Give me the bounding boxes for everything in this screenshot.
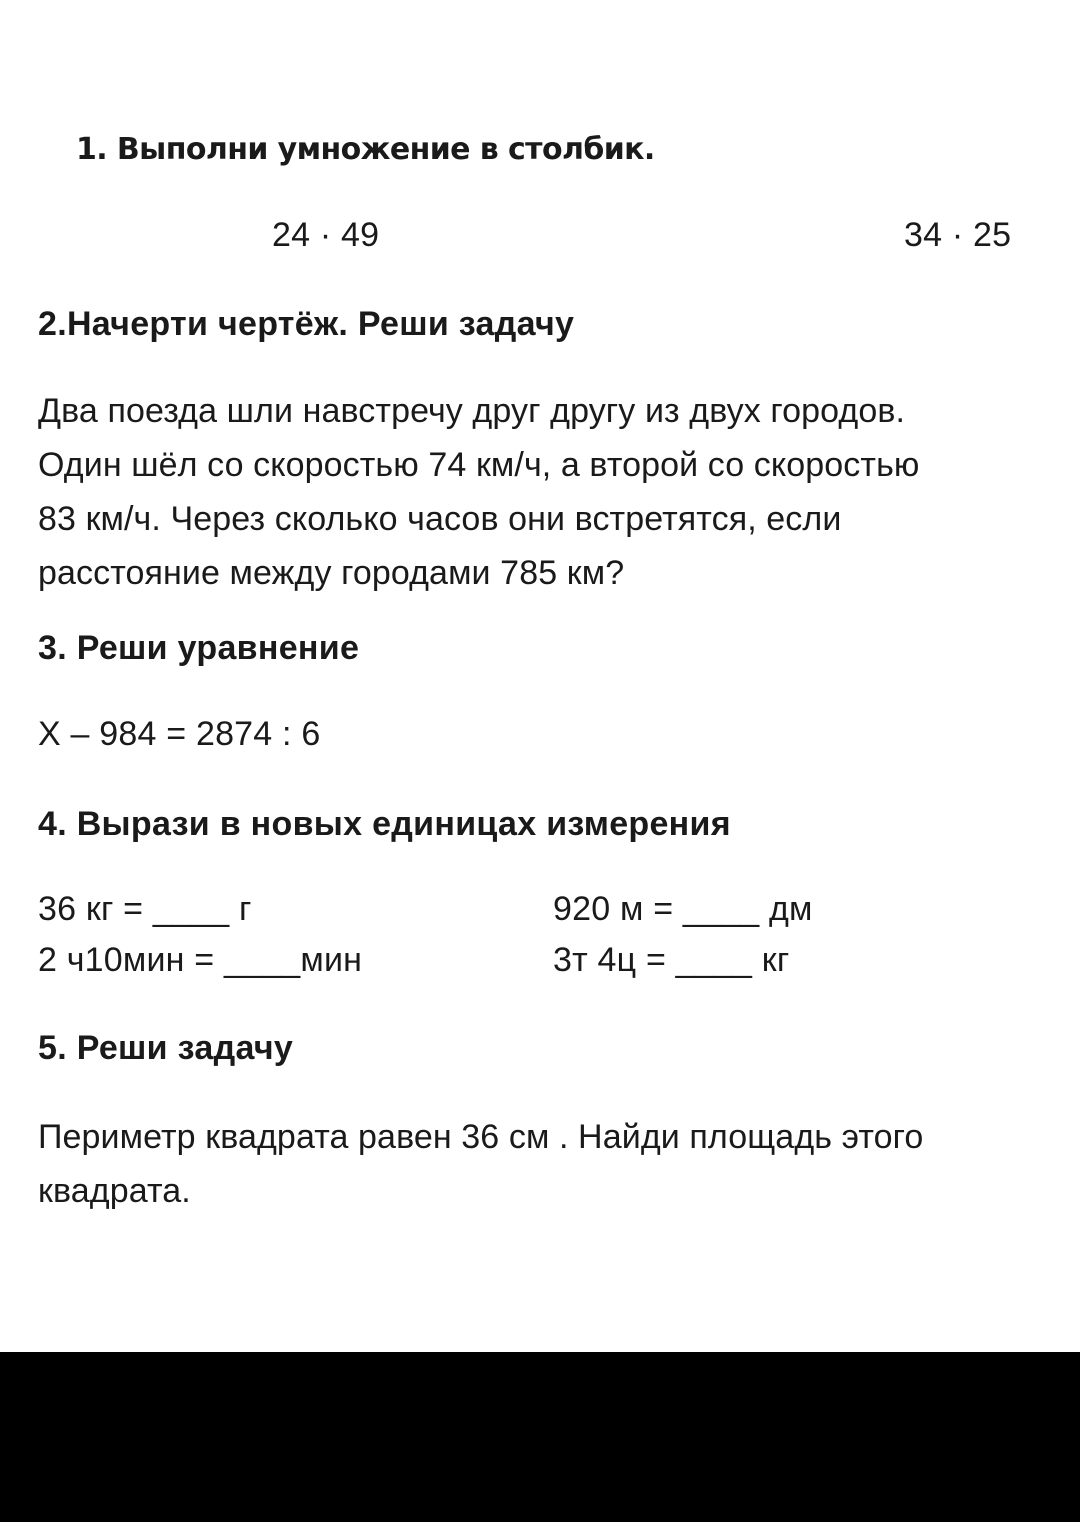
task3-title: 3. Реши уравнение — [38, 629, 360, 667]
task2-problem-text — [38, 384, 919, 600]
task2-text-line: расстояние между городами 785 км? — [38, 554, 625, 592]
task4-row2-right: 3т 4ц = ____ кг — [553, 941, 790, 979]
task1-title: 1. Выполни умножение в столбик. — [76, 132, 655, 167]
task2-text-line: 83 км/ч. Через сколько часов они встретятся, если — [38, 500, 842, 538]
task4-title: 4. Вырази в новых единицах измерения — [38, 805, 731, 843]
task4-row1-left: 36 кг = ____ г — [38, 890, 252, 928]
task3-equation: Х – 984 = 2874 : 6 — [38, 715, 321, 753]
task4-row1-right: 920 м = ____ дм — [553, 890, 813, 928]
task2-text-line: Один шёл со скоростью 74 км/ч, а второй со скоростью — [38, 446, 920, 484]
task5-text-line: Периметр квадрата равен 36 см . Найди площадь этого — [38, 1118, 924, 1156]
task1-expression-right: 34 · 25 — [904, 216, 1012, 254]
task5-text-line: квадрата. — [38, 1172, 191, 1210]
task2-text-line: Два поезда шли навстречу друг другу из двух городов. — [38, 392, 906, 430]
task1-expression-left: 24 · 49 — [272, 216, 380, 254]
task2-title: 2.Начерти чертёж. Реши задачу — [38, 305, 575, 343]
task4-row2-left: 2 ч10мин = ____мин — [38, 941, 363, 979]
bottom-black-bar — [0, 1352, 1080, 1522]
task5-problem-text — [38, 1110, 923, 1218]
task5-title: 5. Реши задачу — [38, 1029, 294, 1067]
